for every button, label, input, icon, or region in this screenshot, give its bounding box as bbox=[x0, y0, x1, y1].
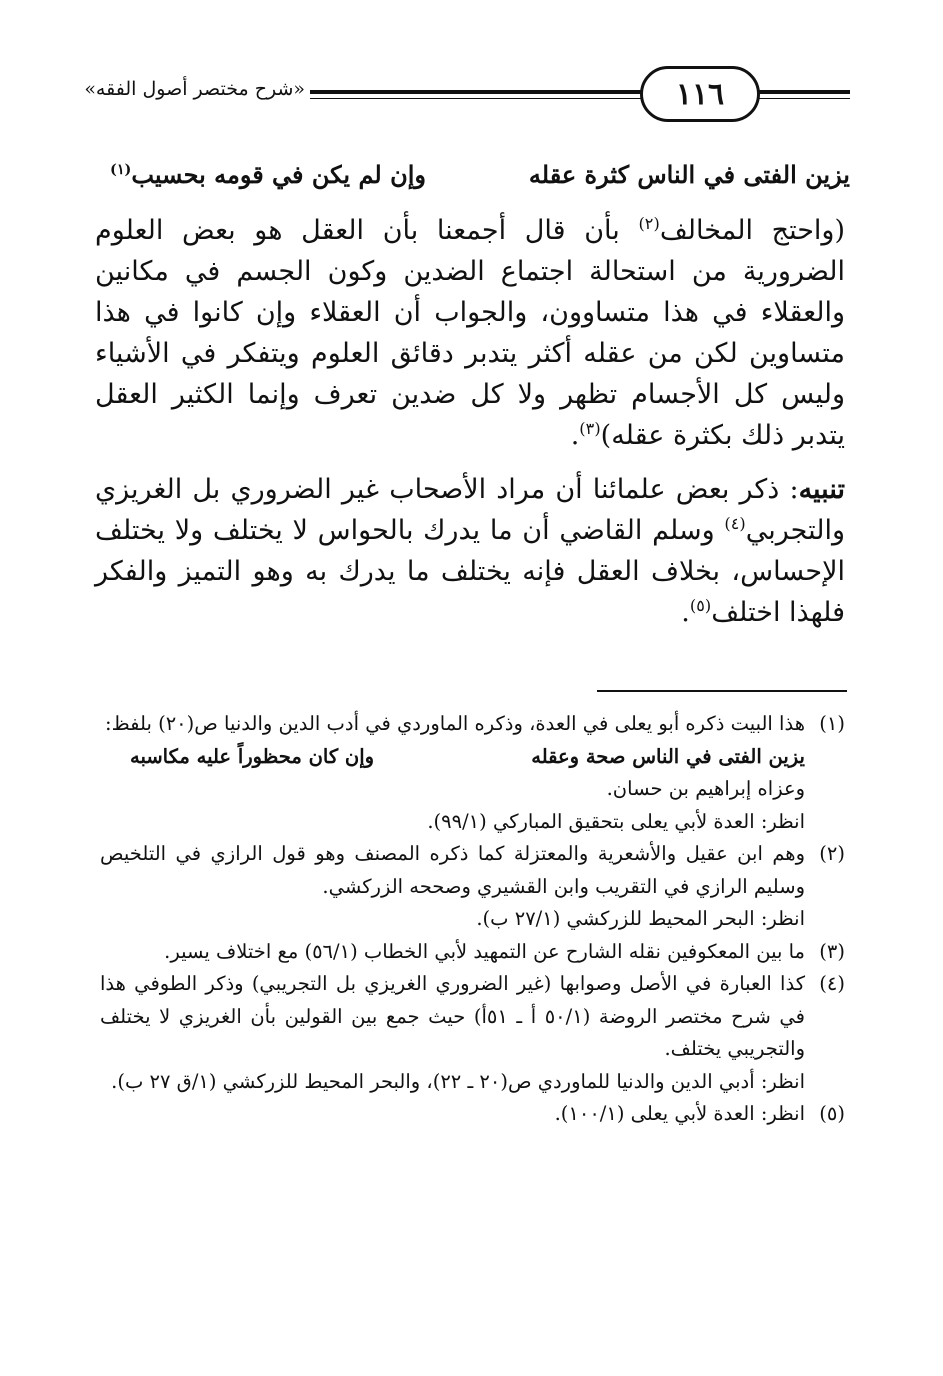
running-book-title: «شرح مختصر أصول الفقه» bbox=[84, 78, 305, 100]
footnote-ref-4[interactable]: (٤) bbox=[724, 514, 746, 533]
footnote-ref-3[interactable]: (٣) bbox=[579, 419, 601, 438]
poem-second-hemistich bbox=[110, 160, 426, 189]
footnote-line: ما بين المعكوفين نقله الشارح عن التمهيد لأبي الخطاب (٥٦/١) مع اختلاف يسير. bbox=[164, 939, 805, 963]
footnote-3 bbox=[100, 936, 845, 969]
footnote-line: انظر: أدبي الدين والدنيا للماوردي ص(٢٠ ـ ٢٢)، والبحر المحيط للزركشي (١/ق ٢٧ ب). bbox=[111, 1069, 805, 1093]
footnotes bbox=[100, 708, 845, 1131]
paragraph-1-end: . bbox=[570, 420, 580, 451]
paragraph-2-end: . bbox=[681, 597, 690, 628]
header-rule-thin bbox=[310, 98, 850, 99]
paragraph-2 bbox=[95, 469, 845, 633]
paragraph-1-start: (واحتج المخالف bbox=[659, 215, 845, 246]
footnote-line: وهم ابن عقيل والأشعرية والمعتزلة كما ذكره المصنف وهو قول الرازي في التلخيص وسليم الرازي في التقريب وابن القشيري وصححه الزركشي. bbox=[100, 842, 805, 898]
page-header bbox=[84, 66, 850, 128]
footnote-1 bbox=[100, 708, 845, 838]
footnote-line: انظر: العدة لأبي يعلى (١٠٠/١). bbox=[554, 1102, 805, 1125]
poem-second-hemistich-text: وإن لم يكن في قومه بحسيب bbox=[131, 160, 426, 189]
paragraph-1 bbox=[95, 210, 845, 456]
footnote-ref-2[interactable]: (٢) bbox=[638, 214, 660, 233]
footnote-body bbox=[100, 968, 805, 1098]
footnote-ref-1[interactable]: (١) bbox=[110, 161, 132, 178]
footnote-2 bbox=[100, 838, 845, 936]
footnote-number: (٢) bbox=[819, 842, 845, 865]
paragraph-2-start: : ذكر بعض علمائنا أن مراد الأصحاب غير الضروري بل الغريزي والتجربي bbox=[95, 474, 845, 546]
footnote-number: (٤) bbox=[819, 972, 845, 995]
footnote-line: وعزاه إبراهيم بن حسان. bbox=[606, 777, 805, 800]
header-rule-thick bbox=[310, 90, 850, 94]
poem-verse bbox=[110, 150, 850, 200]
footnote-ref-5[interactable]: (٥) bbox=[689, 596, 712, 615]
footnote-5 bbox=[100, 1098, 845, 1131]
footnote-line: هذا البيت ذكره أبو يعلى في العدة، وذكره الماوردي في أدب الدين والدنيا ص(٢٠) بلفظ: bbox=[105, 712, 805, 735]
note-label: تنبيه bbox=[798, 474, 845, 505]
footnote-poem-first-hemistich: يزين الفتى في الناس صحة وعقله bbox=[531, 744, 805, 768]
footnote-body bbox=[100, 1098, 805, 1131]
footnote-poem bbox=[100, 741, 805, 774]
poem-first-hemistich: يزين الفتى في الناس كثرة عقله bbox=[528, 160, 850, 189]
page-number: ١١٦ bbox=[640, 66, 760, 122]
footnote-line: انظر: العدة لأبي يعلى بتحقيق المباركي (٩٩/١). bbox=[427, 809, 805, 833]
footnote-4 bbox=[100, 968, 845, 1098]
footnote-body bbox=[100, 838, 805, 936]
main-text bbox=[95, 210, 845, 633]
footnote-number: (٣) bbox=[819, 939, 845, 963]
footnote-number: (٥) bbox=[819, 1102, 845, 1125]
paragraph-1-body: بأن قال أجمعنا بأن العقل هو بعض العلوم الضرورية من استحالة اجتماع الضدين وكون الجسم في مكانين والعقلاء في هذا متساوون، والجواب أن العقلاء وإن كانوا في هذا متساوين لكن من عقله أكثر يتدبر دقائق العلوم ويتفكر في الأشياء وليس كل الأجسام تظهر ولا كل ضدين تعرف وإنما الكثير العقل يتدبر ذلك بكثرة عقله) bbox=[95, 215, 845, 451]
footnote-body bbox=[100, 936, 805, 969]
footnote-line: كذا العبارة في الأصل وصوابها (غير الضروري الغريزي بل التجريبي) وذكر الطوفي هذا في شرح مختصر الروضة (٥٠/١ أ ـ ٥١أ) حيث جمع بين القولين بأن الغريزي لا يختلف والتجريبي يختلف. bbox=[100, 972, 805, 1060]
footnote-body bbox=[100, 708, 805, 838]
footnote-poem-second-hemistich: وإن كان محظوراً عليه مكاسبه bbox=[130, 744, 375, 768]
footnote-number: (١) bbox=[819, 712, 845, 735]
footnote-line: انظر: البحر المحيط للزركشي (٢٧/١ ب). bbox=[476, 907, 805, 930]
paragraph-2-body: وسلم القاضي أن ما يدرك بالحواس لا يختلف ولا يختلف الإحساس، بخلاف العقل فإنه يختلف ما يدرك به وهو التميز والفكر فلهذا اختلف bbox=[95, 515, 845, 628]
footnote-separator bbox=[597, 690, 847, 692]
